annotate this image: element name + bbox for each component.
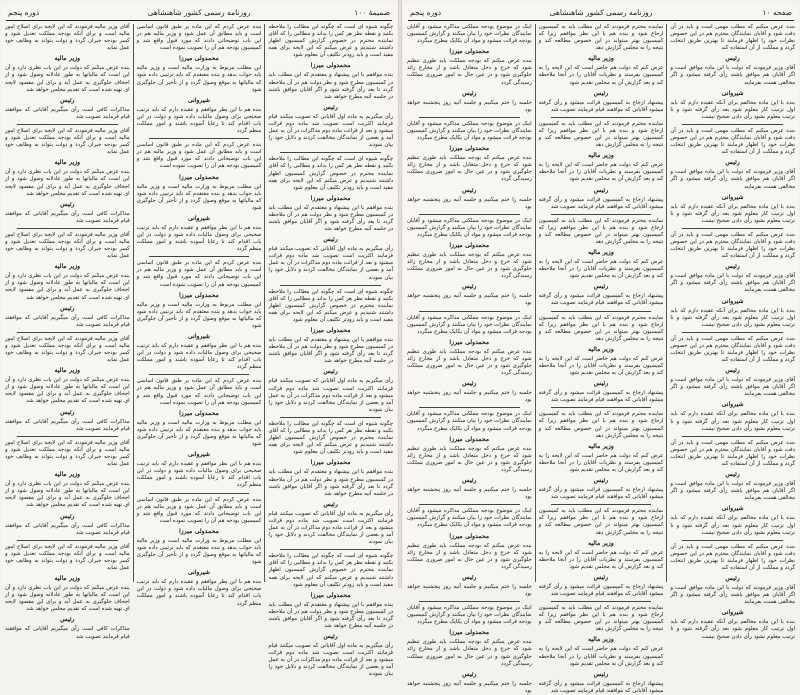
- speaker-heading: رئیس: [60, 96, 75, 104]
- speaker-heading: رئیس: [323, 236, 338, 244]
- paragraph: رأی میگیریم به ماده اول آقایانی که تصویب میکنند قیام فرمایند اکثریت است تصویب شد ماده دوم قرائت میشود و بعد از قرائت ماده دوم مذاکرات در آن به عمل آمد و بعضی از نمایندگان مخالفت کردند و دلایل خود را بیان نمودند: [268, 643, 393, 678]
- speaker-heading: محمدولی میرزا: [449, 48, 490, 56]
- speaker-heading: رئیس: [60, 408, 75, 416]
- speaker-heading: محمدولی میرزا: [310, 194, 351, 202]
- divider: [17, 124, 118, 125]
- paragraph: بنده عرض میکنم که دولت در این باب نظری دارد و آن این است که مالیاتها به طور عادلانه وصول شود و از اجحاف جلوگیری به عمل آید و برای این مقصود لایحه ای تهیه شده است که تقدیم مجلس خواهد شد: [4, 377, 130, 405]
- left-period: دوره پنجم: [8, 8, 40, 17]
- paragraph: بنده با این ماده مخالفم برای آنکه عقیده دارم که باید اول ترتیب کار معلوم شود بعد رأی گرفته شود و تا ترتیب معلوم نشود رأی دادن صحیح نیست: [670, 619, 795, 640]
- right-column-1: [670, 24, 795, 640]
- paragraph: عرض کنم که دولت هم حاضر است که این لایحه را به کمیسیون بفرستد و نظریات آقایان را در آنجا ملاحظه کند و بعد گزارش آن به مجلس تقدیم شود: [538, 65, 664, 86]
- paragraph: جلسه را ختم میکنیم و جلسه آتیه روز پنجشنبه خواهد بود: [406, 390, 532, 404]
- paragraph: رأی میگیریم به ماده اول آقایانی که تصویب میکنند قیام فرمایند اکثریت است تصویب شد ماده دوم قرائت میشود و بعد از قرائت ماده دوم مذاکرات در آن به عمل آمد و بعضی از نمایندگان مخالفت کردند و دلایل خود را بیان نمودند: [268, 113, 393, 149]
- left-page-header: [6, 6, 392, 21]
- paragraph: بنده عرض میکنم که دولت در این باب نظری دارد و آن این است که مالیاتها به طور عادلانه وصول شود و از اجحاف جلوگیری به عمل آید و برای این مقصود لایحه ای تهیه شده است که تقدیم مجلس خواهد شد: [4, 169, 130, 197]
- paragraph: پیشنهاد ارجاع به کمیسیون قرائت میشود و رأی گرفته میشود آقایانی که موافقند قیام فرمایند تصویب شد: [538, 196, 664, 210]
- divider: [419, 504, 520, 505]
- paragraph: آقای وزیر مالیه فرمودند که این لایحه برای اصلاح امور مالیه است و برای آنکه بودجه مملکت تعدیل شود و کسر بودجه جبران گردد و دولت بتواند به وظایف خود عمل نماید: [4, 335, 130, 364]
- paragraph: بنده عرض میکنم که بودجه مملکت باید طوری تنظیم شود که خرج و دخل متعادل باشد و از مخارج زائد جلوگیری شود و در عین حال به امور ضروری مملکت رسیدگی گردد: [406, 348, 532, 377]
- right-page-number: صفحه ۱۰: [762, 8, 792, 17]
- divider: [551, 504, 652, 505]
- column-rule: [666, 24, 667, 582]
- speaker-heading: شیروانی: [721, 297, 744, 305]
- paragraph: بنده عرض میکنم که مطلب مهمی است و باید در آن دقت شود و آقایان نمایندگان محترم هم در این خصوص نظرات خود را اظهار فرمایند تا بهترین طریق انتخاب گردد و مملکت از آن استفاده کند: [670, 127, 795, 156]
- speaker-heading: شیروانی: [187, 451, 211, 459]
- paragraph: اینک در موضوع بودجه مملکتی مذاکره میشود و آقایان نمایندگان نظرات خود را بیان میکنند و گزارش کمیسیون بودجه قرائت میشود و مواد آن یکایک مطرح میگردد: [406, 120, 532, 142]
- speaker-heading: محمدولی میرزا: [179, 291, 219, 299]
- speaker-heading: رئیس: [60, 200, 75, 208]
- paragraph: بنده هم با این نظر موافقم و عقیده دارم که باید ترتیب صحیحی برای وصول مالیات داده شود و دولت در این باب اقدام کند تا رعایا آسوده باشند و امور مملکت منظم گردد: [136, 106, 262, 135]
- divider: [551, 311, 652, 312]
- speaker-heading: رئیس: [323, 500, 338, 508]
- paragraph: بنده عرض میکنم که بودجه مملکت باید طوری تنظیم شود که خرج و دخل متعادل باشد و از مخارج زائد جلوگیری شود و در عین حال به امور ضروری مملکت رسیدگی گردد: [406, 58, 532, 86]
- speaker-heading: وزیر مالیه: [588, 636, 614, 644]
- paragraph: مذاکرات کافی است رأی میگیریم آقایانی که موافقند قیام فرمایند تصویب شد: [4, 106, 130, 120]
- speaker-heading: رئیس: [462, 573, 477, 581]
- paragraph: بنده عرض کردم که این ماده بر طبق قانون اساسی است و باید مطابق آن عمل شود و وزیر مالیه هم در این باب توضیحاتی دادند که مورد قبول واقع شد و کمیسیون بودجه هم آن را تصویب نموده است: [136, 24, 262, 52]
- speaker-heading: رئیس: [60, 512, 75, 520]
- paragraph: اینک در موضوع بودجه مملکتی مذاکره میشود و آقایان نمایندگان نظرات خود را بیان میکنند و گزارش کمیسیون بودجه قرائت میشود و مواد آن یکایک مطرح میگردد: [406, 217, 532, 238]
- speaker-heading: محمدولی میرزا: [179, 173, 219, 181]
- paragraph: مذاکرات کافی است رأی میگیریم آقایانی که موافقند قیام فرمایند تصویب شد: [4, 522, 130, 536]
- speaker-heading: محمدولی میرزا: [449, 145, 490, 153]
- paragraph: اینک در موضوع بودجه مملکتی مذاکره میشود و آقایان نمایندگان نظرات خود را بیان میکنند و گزارش کمیسیون بودجه قرائت میشود و مواد آن یکایک مطرح میگردد: [406, 508, 532, 529]
- speaker-heading: رئیس: [725, 471, 740, 479]
- paragraph: مذاکرات کافی است رأی میگیریم آقایانی که موافقند قیام فرمایند تصویب شد: [4, 626, 130, 640]
- paragraph: آقای وزیر فرمودند که دولت با این ماده موافق است و اگر آقایان هم موافق باشند رأی گرفته میشود و اگر مخالفی هست بفرمایند: [670, 585, 795, 606]
- speaker-heading: رئیس: [60, 304, 75, 312]
- paragraph: چگونه شیوه ای است که چگونه این مطالب را ملاحظه بکنید و نقطه نظر هر کس را بداند و مطالبی را که آقای نماینده محترم در خصوص گزارش کمیسیون اظهار داشتند شنیدیم و عرض میکنم که این لایحه برای همه مفید است و باید زودتر تکلیف آن معلوم شود: [268, 288, 393, 323]
- speaker-heading: رئیس: [593, 283, 609, 291]
- paragraph: جلسه را ختم میکنیم و جلسه آتیه روز پنجشنبه خواهد بود: [406, 680, 532, 694]
- divider: [682, 228, 783, 229]
- right-column-3: [406, 24, 532, 694]
- paragraph: آقای وزیر فرمودند که دولت با این ماده موافق است و اگر آقایان هم موافق باشند رأی گرفته میشود و اگر مخالفی هست بفرمایند: [670, 481, 795, 502]
- speaker-heading: رئیس: [593, 670, 609, 678]
- paragraph: پیشنهاد ارجاع به کمیسیون قرائت میشود و رأی گرفته میشود آقایانی که موافقند قیام فرمایند تصویب شد: [538, 583, 664, 597]
- speaker-heading: رئیس: [593, 89, 609, 97]
- speaker-heading: رئیس: [593, 380, 609, 388]
- paragraph: بنده هم با این نظر موافقم و عقیده دارم که باید ترتیب صحیحی برای وصول مالیات داده شود و دولت در این باب اقدام کند تا رعایا آسوده باشند و امور مملکت منظم گردد: [136, 579, 262, 607]
- speaker-heading: محمدولی میرزا: [449, 338, 490, 346]
- divider: [17, 332, 118, 333]
- paragraph: بنده عرض میکنم که بودجه مملکت باید طوری تنظیم شود که خرج و دخل متعادل باشد و از مخارج زائد جلوگیری شود و در عین حال به امور ضروری مملکت رسیدگی گردد: [406, 251, 532, 280]
- paragraph: جلسه را ختم میکنیم و جلسه آتیه روز پنجشنبه خواهد بود: [406, 196, 532, 210]
- paragraph: بنده موافقم با این پیشنهاد و معتقدم که این مطلب باید در کمیسیون مطرح شود و نظر دولت هم در آن ملاحظه گردد تا بعد رأی گرفته شود و اگر آقایان موافق باشند در جلسه آتیه مطرح خواهد شد: [268, 204, 393, 233]
- speaker-heading: محمدولی میرزا: [179, 55, 219, 63]
- paragraph: آقای وزیر فرمودند که دولت با این ماده موافق است و اگر آقایان هم موافق باشند رأی گرفته میشود و اگر مخالفی هست بفرمایند: [670, 169, 795, 190]
- paragraph: عرض کنم که دولت هم حاضر است که این لایحه را به کمیسیون بفرستد و نظریات آقایان را در آنجا ملاحظه کند و بعد گزارش آن به مجلس تقدیم شود: [538, 452, 664, 473]
- speaker-heading: محمدولی میرزا: [310, 591, 351, 599]
- speaker-heading: رئیس: [323, 633, 338, 641]
- speaker-heading: محمدولی میرزا: [179, 409, 219, 417]
- paragraph: اینک در موضوع بودجه مملکتی مذاکره میشود و آقایان نمایندگان نظرات خود را بیان میکنند و گزارش کمیسیون بودجه قرائت میشود و مواد آن یکایک مطرح میگردد: [406, 314, 532, 335]
- paragraph: مذاکرات کافی است رأی میگیریم آقایانی که موافقند قیام فرمایند تصویب شد: [4, 314, 130, 328]
- paragraph: این مطلب مربوط به وزارت مالیه است و وزیر مالیه باید جواب بدهد و بنده معتقدم که باید ترتیبی داده شود که مالیاتها به موقع وصول گردد و از تأخیر آن جلوگیری شود: [136, 537, 262, 566]
- paragraph: نماینده محترم فرمودند که این مطلب باید به کمیسیون ارجاع شود و بنده هم با این نظر موافقم زیرا که کمیسیون بهتر میتواند در این خصوص مطالعه کند و نتیجه را به مجلس گزارش دهد: [538, 605, 664, 633]
- divider: [280, 152, 381, 153]
- paragraph: چگونه شیوه ای است که چگونه این مطالب را ملاحظه بکنید و نقطه نظر هر کس را بداند و مطالبی را که آقای نماینده محترم در خصوص گزارش کمیسیون اظهار داشتند شنیدیم و عرض میکنم که این لایحه برای همه مفید است و باید زودتر تکلیف آن معلوم شود: [268, 24, 393, 59]
- paragraph: بنده عرض میکنم که دولت در این باب نظری دارد و آن این است که مالیاتها به طور عادلانه وصول شود و از اجحاف جلوگیری به عمل آید و برای این مقصود لایحه ای تهیه شده است که تقدیم مجلس خواهد شد: [4, 65, 130, 93]
- speaker-heading: رئیس: [60, 616, 75, 624]
- paragraph: چگونه شیوه ای است که چگونه این مطالب را ملاحظه بکنید و نقطه نظر هر کس را بداند و مطالبی را که آقای نماینده محترم در خصوص گزارش کمیسیون اظهار داشتند شنیدیم و عرض میکنم که این لایحه برای همه مفید است و باید زودتر تکلیف آن معلوم شود: [268, 553, 393, 588]
- paragraph: چگونه شیوه ای است که چگونه این مطالب را ملاحظه بکنید و نقطه نظر هر کس را بداند و مطالبی را که آقای نماینده محترم در خصوص گزارش کمیسیون اظهار داشتند شنیدیم و عرض میکنم که این لایحه برای همه مفید است و باید زودتر تکلیف آن معلوم شود: [268, 156, 393, 191]
- right-page-header: [408, 6, 794, 21]
- speaker-heading: وزیر مالیه: [588, 442, 614, 450]
- paragraph: آقای وزیر مالیه فرمودند که این لایحه برای اصلاح امور مالیه است و برای آنکه بودجه مملکت تعدیل شود و کسر بودجه جبران گردد و دولت بتواند به وظایف خود عمل نماید: [4, 543, 130, 571]
- speaker-heading: رئیس: [593, 573, 609, 581]
- speaker-heading: وزیر مالیه: [588, 152, 614, 160]
- divider: [551, 117, 652, 118]
- speaker-heading: رئیس: [462, 186, 477, 194]
- speaker-heading: رئیس: [462, 670, 477, 678]
- paragraph: بنده عرض میکنم که مطلب مهمی است و باید در آن دقت شود و آقایان نمایندگان محترم هم در این خصوص نظرات خود را اظهار فرمایند تا بهترین طریق انتخاب گردد و مملکت از آن استفاده کند: [670, 231, 795, 260]
- paragraph: این مطلب مربوط به وزارت مالیه است و وزیر مالیه باید جواب بدهد و بنده معتقدم که باید ترتیبی داده شود که مالیاتها به موقع وصول گردد و از تأخیر آن جلوگیری شود: [136, 183, 262, 211]
- speaker-heading: رئیس: [323, 103, 338, 111]
- speaker-heading: شیروانی: [721, 505, 744, 513]
- speaker-heading: شیروانی: [721, 609, 744, 617]
- paragraph: جلسه را ختم میکنیم و جلسه آتیه روز پنجشنبه خواهد بود: [406, 99, 532, 113]
- paragraph: عرض کنم که دولت هم حاضر است که این لایحه را به کمیسیون بفرستد و نظریات آقایان را در آنجا ملاحظه کند و بعد گزارش آن به مجلس تقدیم شود: [538, 259, 664, 280]
- paragraph: بنده عرض کردم که این ماده بر طبق قانون اساسی است و باید مطابق آن عمل شود و وزیر مالیه هم در این باب توضیحاتی دادند که مورد قبول واقع شد و کمیسیون بودجه هم آن را تصویب نموده است: [136, 378, 262, 406]
- paragraph: آقای وزیر فرمودند که دولت با این ماده موافق است و اگر آقایان هم موافق باشند رأی گرفته میشود و اگر مخالفی هست بفرمایند: [670, 65, 795, 86]
- paragraph: بنده عرض میکنم که مطلب مهمی است و باید در آن دقت شود و آقایان نمایندگان محترم هم در این خصوص نظرات خود را اظهار فرمایند تا بهترین طریق انتخاب گردد و مملکت از آن استفاده کند: [670, 24, 795, 52]
- speaker-heading: شیروانی: [187, 214, 211, 222]
- speaker-heading: رئیس: [725, 159, 740, 167]
- paragraph: عرض کنم که دولت هم حاضر است که این لایحه را به کمیسیون بفرستد و نظریات آقایان را در آنجا ملاحظه کند و بعد گزارش آن به مجلس تقدیم شود: [538, 162, 664, 183]
- speaker-heading: محمدولی میرزا: [310, 62, 351, 70]
- paragraph: بنده عرض کردم که این ماده بر طبق قانون اساسی است و باید مطابق آن عمل شود و وزیر مالیه هم در این باب توضیحاتی دادند که مورد قبول واقع شد و کمیسیون بودجه هم آن را تصویب نموده است: [136, 260, 262, 288]
- speaker-heading: وزیر مالیه: [588, 345, 614, 353]
- paragraph: بنده عرض میکنم که دولت در این باب نظری دارد و آن این است که مالیاتها به طور عادلانه وصول شود و از اجحاف جلوگیری به عمل آید و برای این مقصود لایحه ای تهیه شده است که تقدیم مجلس خواهد شد: [4, 585, 130, 613]
- speaker-heading: شیروانی: [187, 333, 211, 340]
- paragraph: بنده عرض میکنم که دولت در این باب نظری دارد و آن این است که مالیاتها به طور عادلانه وصول شود و از اجحاف جلوگیری به عمل آید و برای این مقصود لایحه ای تهیه شده است که تقدیم مجلس خواهد شد: [4, 481, 130, 509]
- divider: [280, 417, 381, 418]
- paragraph: عرض کنم که دولت هم حاضر است که این لایحه را به کمیسیون بفرستد و نظریات آقایان را در آنجا ملاحظه کند و بعد گزارش آن به مجلس تقدیم شود: [538, 646, 664, 667]
- paragraph: بنده با این ماده مخالفم برای آنکه عقیده دارم که باید اول ترتیب کار معلوم شود بعد رأی گرفته شود و تا ترتیب معلوم نشود رأی دادن صحیح نیست: [670, 411, 795, 432]
- paragraph: بنده موافقم با این پیشنهاد و معتقدم که این مطلب باید در کمیسیون مطرح شود و نظر دولت هم در آن ملاحظه گردد تا بعد رأی گرفته شود و اگر آقایان موافق باشند در جلسه آتیه مطرح خواهد شد: [268, 601, 393, 629]
- left-column-3: [4, 24, 130, 640]
- paragraph: بنده با این ماده مخالفم برای آنکه عقیده دارم که باید اول ترتیب کار معلوم شود بعد رأی گرفته شود و تا ترتیب معلوم نشود رأی دادن صحیح نیست: [670, 515, 795, 536]
- speaker-heading: رئیس: [462, 380, 477, 388]
- paragraph: بنده عرض میکنم که بودجه مملکت باید طوری تنظیم شود که خرج و دخل متعادل باشد و از مخارج زائد جلوگیری شود و در عین حال به امور ضروری مملکت رسیدگی گردد: [406, 639, 532, 667]
- speaker-heading: وزیر مالیه: [54, 263, 81, 271]
- divider: [419, 407, 520, 408]
- paragraph: بنده عرض میکنم که بودجه مملکت باید طوری تنظیم شود که خرج و دخل متعادل باشد و از مخارج زائد جلوگیری شود و در عین حال به امور ضروری مملکت رسیدگی گردد: [406, 445, 532, 473]
- left-column-1: [268, 24, 393, 678]
- speaker-heading: رئیس: [462, 477, 477, 485]
- speaker-heading: وزیر مالیه: [54, 575, 81, 583]
- speaker-heading: رئیس: [593, 477, 609, 485]
- divider: [17, 436, 118, 437]
- speaker-heading: محمدولی میرزا: [449, 532, 490, 540]
- paragraph: بنده هم با این نظر موافقم و عقیده دارم که باید ترتیب صحیحی برای وصول مالیات داده شود و دولت در این باب اقدام کند تا رعایا آسوده باشند و امور مملکت منظم گردد: [136, 343, 262, 371]
- paragraph: جلسه را ختم میکنیم و جلسه آتیه روز پنجشنبه خواهد بود: [406, 293, 532, 307]
- paragraph: این مطلب مربوط به وزارت مالیه است و وزیر مالیه باید جواب بدهد و بنده معتقدم که باید ترتیبی داده شود که مالیاتها به موقع وصول گردد و از تأخیر آن جلوگیری شود: [136, 65, 262, 93]
- paragraph: بنده هم با این نظر موافقم و عقیده دارم که باید ترتیب صحیحی برای وصول مالیات داده شود و دولت در این باب اقدام کند تا رعایا آسوده باشند و امور مملکت منظم گردد: [136, 224, 262, 253]
- divider: [149, 138, 250, 139]
- paragraph: اینک در موضوع بودجه مملکتی مذاکره میشود و آقایان نمایندگان نظرات خود را بیان میکنند و گزارش کمیسیون بودجه قرائت میشود و مواد آن یکایک مطرح میگردد: [406, 24, 532, 45]
- paragraph: پیشنهاد ارجاع به کمیسیون قرائت میشود و رأی گرفته میشود آقایانی که موافقند قیام فرمایند تصویب شد: [538, 487, 664, 501]
- paragraph: نماینده محترم فرمودند که این مطلب باید به کمیسیون ارجاع شود و بنده هم با این نظر موافقم زیرا که کمیسیون بهتر میتواند در این خصوص مطالعه کند و نتیجه را به مجلس گزارش دهد: [538, 120, 664, 149]
- paragraph: بنده عرض میکنم که بودجه مملکت باید طوری تنظیم شود که خرج و دخل متعادل باشد و از مخارج زائد جلوگیری شود و در عین حال به امور ضروری مملکت رسیدگی گردد: [406, 542, 532, 570]
- divider: [149, 493, 250, 494]
- paragraph: این مطلب مربوط به وزارت مالیه است و وزیر مالیه باید جواب بدهد و بنده معتقدم که باید ترتیبی داده شود که مالیاتها به موقع وصول گردد و از تأخیر آن جلوگیری شود: [136, 419, 262, 448]
- paragraph: آقای وزیر مالیه فرمودند که این لایحه برای اصلاح امور مالیه است و برای آنکه بودجه مملکت تعدیل شود و کسر بودجه جبران گردد و دولت بتواند به وظایف خود عمل نماید: [4, 127, 130, 156]
- paragraph: بنده هم با این نظر موافقم و عقیده دارم که باید ترتیب صحیحی برای وصول مالیات داده شود و دولت در این باب اقدام کند تا رعایا آسوده باشند و امور مملکت منظم گردد: [136, 461, 262, 489]
- left-page-number: ضمیمهٔ ۱۰۰: [354, 8, 390, 17]
- speaker-heading: محمدولی میرزا: [449, 629, 490, 637]
- speaker-heading: رئیس: [725, 575, 740, 583]
- speaker-heading: شیروانی: [721, 89, 744, 97]
- speaker-heading: شیروانی: [721, 193, 744, 201]
- speaker-heading: محمدولی میرزا: [179, 527, 219, 535]
- speaker-heading: محمدولی میرزا: [310, 327, 351, 335]
- speaker-heading: رئیس: [593, 186, 609, 194]
- speaker-heading: وزیر مالیه: [588, 55, 614, 63]
- right-column-2: [538, 24, 664, 694]
- paragraph: بنده عرض میکنم که مطلب مهمی است و باید در آن دقت شود و آقایان نمایندگان محترم هم در این خصوص نظرات خود را اظهار فرمایند تا بهترین طریق انتخاب گردد و مملکت از آن استفاده کند: [670, 439, 795, 468]
- speaker-heading: وزیر مالیه: [588, 249, 614, 257]
- speaker-heading: رئیس: [725, 367, 740, 375]
- paragraph: رأی میگیریم به ماده اول آقایانی که تصویب میکنند قیام فرمایند اکثریت است تصویب شد ماده دوم قرائت میشود و بعد از قرائت ماده دوم مذاکرات در آن به عمل آمد و بعضی از نمایندگان مخالفت کردند و دلایل خود را بیان نمودند: [268, 378, 393, 413]
- divider: [682, 124, 783, 125]
- paragraph: پیشنهاد ارجاع به کمیسیون قرائت میشود و رأی گرفته میشود آقایانی که موافقند قیام فرمایند تصویب شد: [538, 390, 664, 404]
- divider: [149, 256, 250, 257]
- divider: [682, 436, 783, 437]
- paragraph: آقای وزیر فرمودند که دولت با این ماده موافق است و اگر آقایان هم موافق باشند رأی گرفته میشود و اگر مخالفی هست بفرمایند: [670, 377, 795, 398]
- right-columns: [406, 24, 795, 694]
- speaker-heading: وزیر مالیه: [54, 367, 81, 375]
- speaker-heading: رئیس: [462, 283, 477, 291]
- paragraph: نماینده محترم فرمودند که این مطلب باید به کمیسیون ارجاع شود و بنده هم با این نظر موافقم زیرا که کمیسیون بهتر میتواند در این خصوص مطالعه کند و نتیجه را به مجلس گزارش دهد: [538, 24, 664, 52]
- paragraph: پیشنهاد ارجاع به کمیسیون قرائت میشود و رأی گرفته میشود آقایانی که موافقند قیام فرمایند تصویب شد: [538, 680, 664, 694]
- left-masthead: روزنامه رسمی کشور شاهنشاهی: [147, 8, 251, 17]
- speaker-heading: شیروانی: [721, 401, 744, 409]
- paragraph: آقای وزیر مالیه فرمودند که این لایحه برای اصلاح امور مالیه است و برای آنکه بودجه مملکت تعدیل شود و کسر بودجه جبران گردد و دولت بتواند به وظایف خود عمل نماید: [4, 231, 130, 260]
- column-rule: [133, 24, 134, 582]
- paragraph: عرض کنم که دولت هم حاضر است که این لایحه را به کمیسیون بفرستد و نظریات آقایان را در آنجا ملاحظه کند و بعد گزارش آن به مجلس تقدیم شود: [538, 355, 664, 377]
- paragraph: بنده عرض میکنم که بودجه مملکت باید طوری تنظیم شود که خرج و دخل متعادل باشد و از مخارج زائد جلوگیری شود و در عین حال به امور ضروری مملکت رسیدگی گردد: [406, 155, 532, 183]
- paragraph: جلسه را ختم میکنیم و جلسه آتیه روز پنجشنبه خواهد بود: [406, 487, 532, 501]
- speaker-heading: رئیس: [462, 89, 477, 97]
- speaker-heading: شیروانی: [187, 96, 211, 104]
- speaker-heading: محمدولی میرزا: [449, 241, 490, 249]
- paragraph: چگونه شیوه ای است که چگونه این مطالب را ملاحظه بکنید و نقطه نظر هر کس را بداند و مطالبی را که آقای نماینده محترم در خصوص گزارش کمیسیون اظهار داشتند شنیدیم و عرض میکنم که این لایحه برای همه مفید است و باید زودتر تکلیف آن معلوم شود: [268, 420, 393, 456]
- divider: [149, 374, 250, 375]
- paragraph: بنده با این ماده مخالفم برای آنکه عقیده دارم که باید اول ترتیب کار معلوم شود بعد رأی گرفته شود و تا ترتیب معلوم نشود رأی دادن صحیح نیست: [670, 203, 795, 224]
- divider: [280, 285, 381, 286]
- paragraph: بنده عرض کردم که این ماده بر طبق قانون اساسی است و باید مطابق آن عمل شود و وزیر مالیه هم در این باب توضیحاتی دادند که مورد قبول واقع شد و کمیسیون بودجه هم آن را تصویب نموده است: [136, 496, 262, 524]
- column-rule: [535, 24, 536, 582]
- left-columns: [4, 24, 393, 678]
- divider: [551, 601, 652, 602]
- paragraph: بنده موافقم با این پیشنهاد و معتقدم که این مطلب باید در کمیسیون مطرح شود و نظر دولت هم در آن ملاحظه گردد تا بعد رأی گرفته شود و اگر آقایان موافق باشند در جلسه آتیه مطرح خواهد شد: [268, 337, 393, 365]
- paragraph: عرض کنم که دولت هم حاضر است که این لایحه را به کمیسیون بفرستد و نظریات آقایان را در آنجا ملاحظه کند و بعد گزارش آن به مجلس تقدیم شود: [538, 549, 664, 570]
- paragraph: بنده با این ماده مخالفم برای آنکه عقیده دارم که باید اول ترتیب کار معلوم شود بعد رأی گرفته شود و تا ترتیب معلوم نشود رأی دادن صحیح نیست: [670, 307, 795, 328]
- paragraph: بنده موافقم با این پیشنهاد و معتقدم که این مطلب باید در کمیسیون مطرح شود و نظر دولت هم در آن ملاحظه گردد تا بعد رأی گرفته شود و اگر آقایان موافق باشند در جلسه آتیه مطرح خواهد شد: [268, 72, 393, 100]
- speaker-heading: وزیر مالیه: [588, 539, 614, 547]
- paragraph: این مطلب مربوط به وزارت مالیه است و وزیر مالیه باید جواب بدهد و بنده معتقدم که باید ترتیبی داده شود که مالیاتها به موقع وصول گردد و از تأخیر آن جلوگیری شود: [136, 301, 262, 329]
- paragraph: بنده موافقم با این پیشنهاد و معتقدم که این مطلب باید در کمیسیون مطرح شود و نظر دولت هم در آن ملاحظه گردد تا بعد رأی گرفته شود و اگر آقایان موافق باشند در جلسه آتیه مطرح خواهد شد: [268, 469, 393, 497]
- speaker-heading: رئیس: [725, 263, 740, 271]
- speaker-heading: رئیس: [323, 368, 338, 376]
- speaker-heading: شیروانی: [187, 569, 211, 577]
- paragraph: بنده عرض میکنم که مطلب مهمی است و باید در آن دقت شود و آقایان نمایندگان محترم هم در این خصوص نظرات خود را اظهار فرمایند تا بهترین طریق انتخاب گردد و مملکت از آن استفاده کند: [670, 543, 795, 571]
- paragraph: بنده با این ماده مخالفم برای آنکه عقیده دارم که باید اول ترتیب کار معلوم شود بعد رأی گرفته شود و تا ترتیب معلوم نشود رأی دادن صحیح نیست: [670, 99, 795, 120]
- paragraph: مذاکرات کافی است رأی میگیریم آقایانی که موافقند قیام فرمایند تصویب شد: [4, 418, 130, 432]
- divider: [17, 540, 118, 541]
- divider: [419, 601, 520, 602]
- divider: [682, 332, 783, 333]
- divider: [17, 228, 118, 229]
- book-gutter: [398, 0, 402, 588]
- paragraph: بنده عرض کردم که این ماده بر طبق قانون اساسی است و باید مطابق آن عمل شود و وزیر مالیه هم در این باب توضیحاتی دادند که مورد قبول واقع شد و کمیسیون بودجه هم آن را تصویب نموده است: [136, 142, 262, 170]
- paragraph: اینک در موضوع بودجه مملکتی مذاکره میشود و آقایان نمایندگان نظرات خود را بیان میکنند و گزارش کمیسیون بودجه قرائت میشود و مواد آن یکایک مطرح میگردد: [406, 411, 532, 432]
- paragraph: آقای وزیر فرمودند که دولت با این ماده موافق است و اگر آقایان هم موافق باشند رأی گرفته میشود و اگر مخالفی هست بفرمایند: [670, 273, 795, 294]
- paragraph: نماینده محترم فرمودند که این مطلب باید به کمیسیون ارجاع شود و بنده هم با این نظر موافقم زیرا که کمیسیون بهتر میتواند در این خصوص مطالعه کند و نتیجه را به مجلس گزارش دهد: [538, 508, 664, 536]
- divider: [682, 540, 783, 541]
- right-period: دوره پنجم: [410, 8, 442, 17]
- divider: [419, 311, 520, 312]
- paragraph: آقای وزیر مالیه فرمودند که این لایحه برای اصلاح امور مالیه است و برای آنکه بودجه مملکت تعدیل شود و کسر بودجه جبران گردد و دولت بتواند به وظایف خود عمل نماید: [4, 439, 130, 468]
- paragraph: رأی میگیریم به ماده اول آقایانی که تصویب میکنند قیام فرمایند اکثریت است تصویب شد ماده دوم قرائت میشود و بعد از قرائت ماده دوم مذاکرات در آن به عمل آمد و بعضی از نمایندگان مخالفت کردند و دلایل خود را بیان نمودند: [268, 510, 393, 546]
- right-page: [404, 4, 798, 694]
- divider: [551, 214, 652, 215]
- left-column-2: [136, 24, 262, 607]
- paragraph: آقای وزیر مالیه فرمودند که این لایحه برای اصلاح امور مالیه است و برای آنکه بودجه مملکت تعدیل شود و کسر بودجه جبران گردد و دولت بتواند به وظایف خود عمل نماید: [4, 24, 130, 52]
- paragraph: مذاکرات کافی است رأی میگیریم آقایانی که موافقند قیام فرمایند تصویب شد: [4, 210, 130, 224]
- paragraph: نماینده محترم فرمودند که این مطلب باید به کمیسیون ارجاع شود و بنده هم با این نظر موافقم زیرا که کمیسیون بهتر میتواند در این خصوص مطالعه کند و نتیجه را به مجلس گزارش دهد: [538, 411, 664, 439]
- paragraph: پیشنهاد ارجاع به کمیسیون قرائت میشود و رأی گرفته میشود آقایانی که موافقند قیام فرمایند تصویب شد: [538, 99, 664, 113]
- paragraph: جلسه را ختم میکنیم و جلسه آتیه روز پنجشنبه خواهد بود: [406, 583, 532, 597]
- paragraph: رأی میگیریم به ماده اول آقایانی که تصویب میکنند قیام فرمایند اکثریت است تصویب شد ماده دوم قرائت میشود و بعد از قرائت ماده دوم مذاکرات در آن به عمل آمد و بعضی از نمایندگان مخالفت کردند و دلایل خود را بیان نمودند: [268, 246, 393, 281]
- speaker-heading: محمدولی میرزا: [449, 435, 490, 443]
- divider: [419, 214, 520, 215]
- speaker-heading: وزیر مالیه: [54, 471, 81, 479]
- paragraph: پیشنهاد ارجاع به کمیسیون قرائت میشود و رأی گرفته میشود آقایانی که موافقند قیام فرمایند تصویب شد: [538, 293, 664, 307]
- speaker-heading: رئیس: [725, 55, 740, 63]
- right-masthead: روزنامه رسمی کشور شاهنشاهی: [549, 8, 653, 17]
- paragraph: بنده عرض میکنم که دولت در این باب نظری دارد و آن این است که مالیاتها به طور عادلانه وصول شود و از اجحاف جلوگیری به عمل آید و برای این مقصود لایحه ای تهیه شده است که تقدیم مجلس خواهد شد: [4, 273, 130, 301]
- paragraph: نماینده محترم فرمودند که این مطلب باید به کمیسیون ارجاع شود و بنده هم با این نظر موافقم زیرا که کمیسیون بهتر میتواند در این خصوص مطالعه کند و نتیجه را به مجلس گزارش دهد: [538, 217, 664, 245]
- divider: [280, 549, 381, 550]
- paragraph: اینک در موضوع بودجه مملکتی مذاکره میشود و آقایان نمایندگان نظرات خود را بیان میکنند و گزارش کمیسیون بودجه قرائت میشود و مواد آن یکایک مطرح میگردد: [406, 605, 532, 626]
- speaker-heading: محمدولی میرزا: [310, 459, 351, 467]
- column-rule: [264, 24, 265, 582]
- speaker-heading: وزیر مالیه: [54, 159, 81, 167]
- divider: [551, 407, 652, 408]
- speaker-heading: وزیر مالیه: [54, 55, 81, 63]
- left-page: [2, 4, 396, 678]
- paragraph: بنده عرض میکنم که مطلب مهمی است و باید در آن دقت شود و آقایان نمایندگان محترم هم در این خصوص نظرات خود را اظهار فرمایند تا بهترین طریق انتخاب گردد و مملکت از آن استفاده کند: [670, 335, 795, 364]
- paragraph: نماینده محترم فرمودند که این مطلب باید به کمیسیون ارجاع شود و بنده هم با این نظر موافقم زیرا که کمیسیون بهتر میتواند در این خصوص مطالعه کند و نتیجه را به مجلس گزارش دهد: [538, 314, 664, 342]
- divider: [419, 117, 520, 118]
